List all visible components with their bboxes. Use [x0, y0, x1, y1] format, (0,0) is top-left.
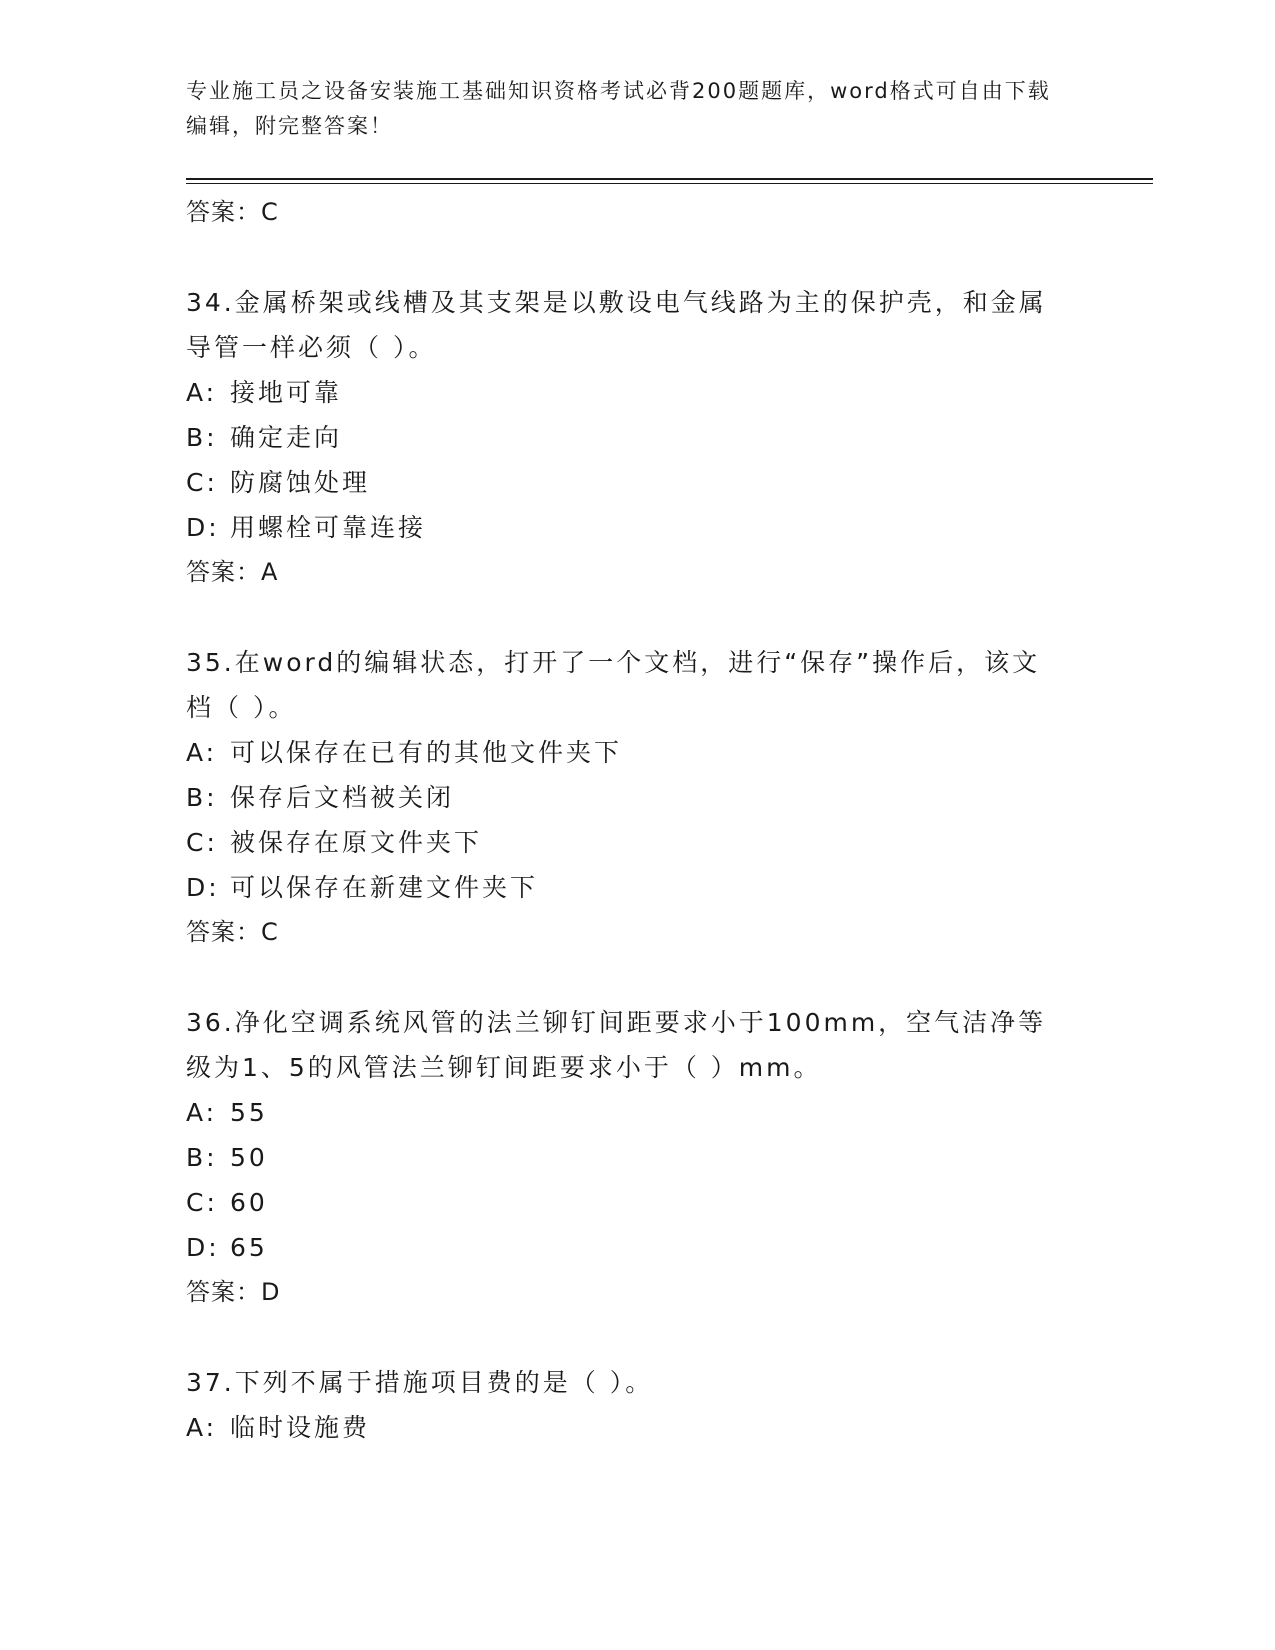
- option-letter: A:: [186, 738, 218, 767]
- option-letter: A:: [186, 1413, 218, 1442]
- answer-line: 答案：A: [186, 558, 279, 586]
- option-letter: B:: [186, 783, 218, 812]
- option-c: [186, 460, 1086, 505]
- option-text: 用螺栓可靠连接: [230, 513, 427, 542]
- option-d: [186, 505, 1086, 550]
- option-text: 60: [230, 1188, 268, 1217]
- option-c: [186, 1180, 1086, 1225]
- answer-line: 答案：D: [186, 1278, 281, 1306]
- option-a: [186, 1090, 1086, 1135]
- option-a: [186, 370, 1086, 415]
- header-divider-thin: [186, 183, 1153, 184]
- option-a: [186, 1405, 1086, 1450]
- option-text: 65: [230, 1233, 268, 1262]
- option-c: [186, 820, 1086, 865]
- option-letter: C:: [186, 1188, 218, 1217]
- question-stem: 37.下列不属于措施项目费的是（ ）。: [186, 1368, 654, 1397]
- question-list: [186, 190, 1086, 1450]
- answer-line: 答案：C: [186, 198, 279, 226]
- option-text: 保存后文档被关闭: [230, 783, 455, 812]
- option-text: 可以保存在已有的其他文件夹下: [230, 738, 623, 767]
- option-letter: C:: [186, 468, 218, 497]
- option-text: 55: [230, 1098, 268, 1127]
- question-37: [186, 1360, 1086, 1450]
- header-divider-thick: [186, 178, 1153, 180]
- document-header: 专业施工员之设备安装施工基础知识资格考试必背200题题库，word格式可自由下载编辑，附完整答案！: [186, 79, 1051, 138]
- option-text: 被保存在原文件夹下: [230, 828, 483, 857]
- option-text: 可以保存在新建文件夹下: [230, 873, 539, 902]
- option-text: 防腐蚀处理: [230, 468, 371, 497]
- question-36: [186, 1000, 1086, 1314]
- question-35: [186, 640, 1086, 954]
- option-letter: A:: [186, 1098, 218, 1127]
- option-d: [186, 1225, 1086, 1270]
- option-a: [186, 730, 1086, 775]
- option-b: [186, 775, 1086, 820]
- question-stem: 34.金属桥架或线槽及其支架是以敷设电气线路为主的保护壳，和金属导管一样必须（ ）。: [186, 288, 1047, 362]
- option-letter: D:: [186, 513, 220, 542]
- option-b: [186, 1135, 1086, 1180]
- question-stem: 36.净化空调系统风管的法兰铆钉间距要求小于100mm，空气洁净等级为1、5的风管法兰铆钉间距要求小于（ ）mm。: [186, 1008, 1047, 1082]
- option-letter: B:: [186, 423, 218, 452]
- option-text: 临时设施费: [230, 1413, 371, 1442]
- question-34: [186, 280, 1086, 594]
- answer-line: 答案：C: [186, 918, 279, 946]
- option-letter: D:: [186, 1233, 220, 1262]
- option-d: [186, 865, 1086, 910]
- option-letter: A:: [186, 378, 218, 407]
- option-text: 接地可靠: [230, 378, 343, 407]
- option-b: [186, 415, 1086, 460]
- option-text: 确定走向: [230, 423, 343, 452]
- option-letter: B:: [186, 1143, 218, 1172]
- option-text: 50: [230, 1143, 268, 1172]
- question-stem: 35.在word的编辑状态，打开了一个文档，进行“保存”操作后，该文档（ ）。: [186, 648, 1041, 722]
- option-letter: D:: [186, 873, 220, 902]
- option-letter: C:: [186, 828, 218, 857]
